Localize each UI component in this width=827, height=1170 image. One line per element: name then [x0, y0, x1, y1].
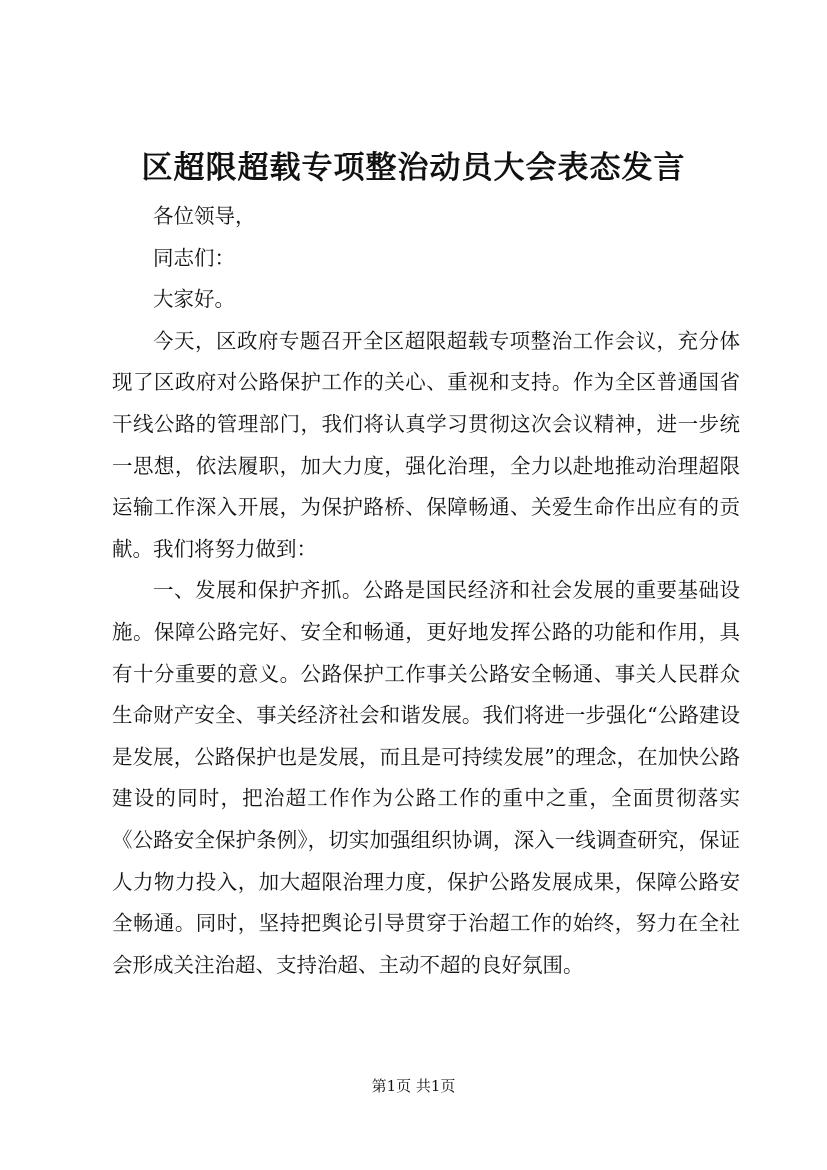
page-footer: 第1页 共1页 — [371, 1077, 456, 1095]
document-body — [112, 196, 740, 986]
greeting-leaders: 各位领导， — [153, 204, 256, 228]
document-title: 区超限超载专项整治动员大会表态发言 — [141, 150, 686, 186]
greeting-hello: 大家好。 — [153, 287, 235, 312]
greeting-comrades: 同志们： — [153, 245, 235, 270]
paragraph-point-one: 一、发展和保护齐抓。公路是国民经济和社会发展的重要基础设施。保障公路完好、安全和畅通，更好地发挥公路的功能和作用，具有十分重要的意义。公路保护工作事关公路安全畅通、事关人民群众生命财产安全、事关经济社会和谐发展。我们将进一步强化“公路建设是发展，公路保护也是发展，而且是可持续发展”的理念，在加快公路建设的同时，把治超工作作为公路工作的重中之重，全面贯彻落实《公路安全保护条例》，切实加强组织协调，深入一线调查研究，保证人力物力投入，加大超限治理力度，保护公路发展成果，保障公路安全畅通。同时，坚持把舆论引导贯穿于治超工作的始终，努力在全社会形成关注治超、支持治超、主动不超的良好氛围。 — [112, 578, 740, 977]
paragraph-intro: 今天，区政府专题召开全区超限超载专项整治工作会议，充分体现了区政府对公路保护工作的关心、重视和支持。作为全区普通国省干线公路的管理部门，我们将认真学习贯彻这次会议精神，进一步统一思想，依法履职，加大力度，强化治理，全力以赴地推动治理超限运输工作深入开展，为保护路桥、保障畅通、关爱生命作出应有的贡献。我们将努力做到： — [112, 328, 740, 561]
